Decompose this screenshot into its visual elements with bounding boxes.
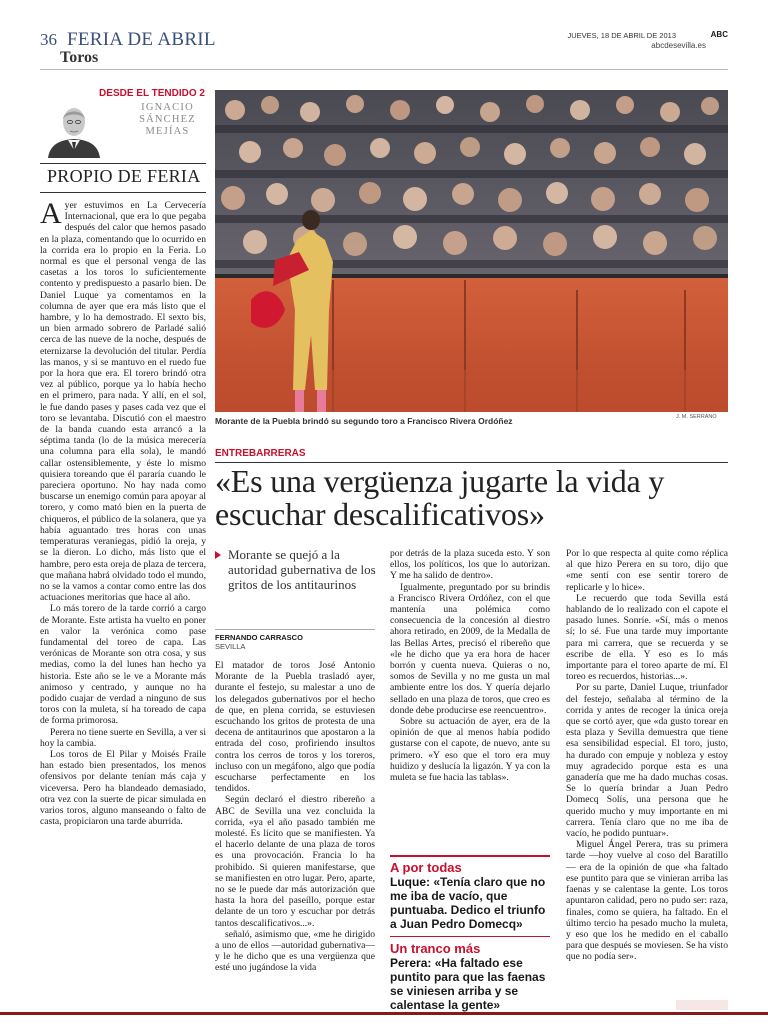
story-byline: FERNANDO CARRASCO	[215, 633, 303, 642]
story-paragraph: Miguel Ángel Perera, tras su primera tarde —hoy vuelve al coso del Baratillo— era de la opinión de que «ha faltado ese puntito para que se vinieran arriba las faenas y se calentase la gente. Los toros apuntaron calidad, pero no pudo ser: raza, finales, como se quiera, ha faltado. En el último tercio ha pesado mucho la muleta, y eso que los he medido en el caballo para que después se moviesen. Se ha visto que no podía ser».	[566, 839, 728, 963]
author-middle-name: SÁNCHEZ	[139, 114, 196, 125]
quote-title-luque: A por todas	[390, 860, 462, 875]
quote-title-perera: Un tranco más	[390, 941, 481, 956]
footer-rule	[0, 1012, 768, 1015]
story-paragraph: Por su parte, Daniel Luque, triunfador del festejo, señalaba al término de la corrida y antes de recoger la única oreja que se cortó ayer, que «da gusto torear en esta plaza y Sevilla demuestra que tiene esa sensibilidad especial. El toro, justo, ha durado con empuje y nobleza y estoy muy agradecido porque esta es una ganadería que me ha dado muchas cosas. Se lo quería brindar a Juan Pedro Domecq Solís, una persona que he querido mucho y muy importante en mi carrera. Tenía claro que no me iba de vacío, he podido puntuar».	[566, 682, 728, 840]
quote-luque	[390, 875, 550, 931]
story-summary: Morante se quejó a la autoridad gubernativa de los gritos de los antitaurinos	[228, 547, 376, 592]
story-paragraph: Le recuerdo que toda Sevilla está hablando de lo realizado con el capote el pasado lunes. Sonríe. «Sí, más o menos sí; lo sé. Fue una tarde muy importante para mi carrera, que se recuerda y se escribe de ella. Y eso es lo más importante para el toreo aparte de mí. El toreo es recuerdos, historias...».	[566, 592, 728, 683]
quote-box-rule	[390, 936, 550, 937]
photo-caption: Morante de la Puebla brindó su segundo toro a Francisco Rivera Ordóñez	[215, 416, 513, 426]
author-portrait	[44, 100, 104, 158]
photo-credit: J. M. SERRANO	[676, 414, 717, 420]
quote-speaker: Perera:	[390, 956, 432, 970]
column-rule-bottom	[40, 192, 206, 193]
footer-mark	[676, 1000, 728, 1010]
column-series-title: DESDE EL TENDIDO 2	[99, 88, 205, 99]
column-paragraph: Los toros de El Pilar y Moisés Fraile han estado bien presentados, los menos ofensivos por delante tenían más caja y viceversa. Pero ha blandeado demasiado, otra vez con la suerte de picar simulada en varios toros, alguno manseando o falto de casta, propiciaron una tarde aburrida.	[40, 748, 206, 828]
publication-name: ABC	[710, 30, 728, 39]
story-kicker: ENTREBARRERAS	[215, 448, 306, 459]
column-paragraph: Perera no tiene suerte en Sevilla, a ver si hoy la cambia.	[40, 726, 206, 749]
issue-date: JUEVES, 18 DE ABRIL DE 2013	[567, 31, 676, 40]
bullring-photo	[215, 90, 728, 412]
author-first-name: IGNACIO	[141, 102, 194, 113]
quote-box-rule	[390, 855, 550, 857]
section-title: FERIA DE ABRIL	[67, 29, 216, 50]
quote-perera	[390, 956, 550, 1012]
column-body	[40, 200, 206, 1000]
author-last-name: MEJÍAS	[145, 126, 190, 137]
story-headline: «Es una vergüenza jugarte la vida y escuchar descalificativos»	[215, 463, 665, 532]
subsection-title: Toros	[60, 49, 99, 66]
story-column-c	[566, 548, 728, 998]
story-paragraph: Igualmente, preguntado por su brindis a Francisco Rivera Ordóñez, con el que mantenía una polémica como consecuencia de la concesión al diestro ahora retirado, en 2009, de la Medalla de las Bellas Artes, precisó el ribereño que «le he dicho que ya era hora de hacer borrón y cuenta nueva. Quieras o no, somos de Sevilla y no me gusta un mal ambiente entre los dos. Y quería dejarlo sellado en una plaza de toros, que creo es donde debe producirse ese reencuentro».	[390, 581, 550, 716]
header-rule	[40, 69, 728, 70]
story-paragraph: El matador de toros José Antonio Morante de la Puebla trasladó ayer, durante el festejo, su malestar a uno de los delegados gubernativos por el hecho de que, en plena corrida, se estuviesen escuchando los gritos de protesta de una decena de antitaurinos que apostaron a la entrada del coso, profiriendo insultos contra los cerros de toros y los toreros, incluso con un megáfono, algo que podía escucharse perfectamente en los tendidos.	[215, 660, 375, 795]
story-paragraph: Sobre su actuación de ayer, era de la opinión de que al menos había podido gustarse con el capote, de nuevo, ante su primero. «Y eso que el toro era muy huidizo y deslucía la ligazón. Y ya con la muleta se fue hacia las tablas».	[390, 716, 550, 784]
column-rule-top	[40, 163, 206, 164]
story-column-a	[215, 660, 375, 990]
story-paragraph: señaló, asimismo que, «me he dirigido a uno de ellos —autoridad gubernativa— y le he dicho que es una vergüenza que esté uno jugándose la vida	[215, 928, 375, 974]
story-paragraph: Según declaró el diestro ribereño a ABC de Sevilla una vez concluida la corrida, «ya el año pasado también me molesté. Es lícito que se manifiesten. Ya el hacerlo delante de una plaza de toros es una provocación. Francia lo ha prohibido. Si quieren manifestarse, que se manifiesten en otro lugar. Pero, aparte, no se le puede dar más autorización que hasta la hora del paseíllo, porque estar delante de un toro y escuchar por detrás tantos descalificativos...».	[215, 794, 375, 929]
story-location: SEVILLA	[215, 642, 246, 651]
story-column-b	[390, 548, 550, 838]
story-paragraph: por detrás de la plaza suceda esto. Y son ellos, los políticos, los que lo autorizan. Y me ha salido de dentro».	[390, 548, 550, 582]
quote-text: «Tenía claro que no me iba de vacío, que puntuaba. Dedico el triunfo a Juan Pedro Domecq»	[390, 875, 546, 931]
quote-speaker: Luque:	[390, 875, 430, 889]
column-paragraph: Lo más torero de la tarde corrió a cargo de Morante. Este artista ha vuelto en poner en valor la verónica como pase fundamental del toreo de capa. Las verónicas de Morante son otra cosa, y sus medias, como la del lunes han hecho ya historia. Este año se le ve a Morante más animoso y centrado, y aunque no ha podido cuajar de verdad a ninguno de sus toros con la muleta, sí ha toreado de capa de forma primorosa.	[40, 603, 206, 727]
page-number: 36	[40, 30, 57, 49]
quote-text: «Ha faltado ese puntito para que las faenas se viniesen arriba y se calentase la gente»	[390, 956, 546, 1012]
column-author	[130, 102, 205, 138]
story-paragraph: Por lo que respecta al quite como réplica al que hizo Perera en su toro, dijo que «me sentí con ese sentir torero de replicarle y lo hice».	[566, 548, 728, 593]
column-heading: PROPIO DE FERIA	[47, 166, 201, 186]
byline-rule	[215, 629, 375, 630]
dropcap: A	[40, 200, 62, 230]
column-paragraph: Ayer estuvimos en La Cervecería Internacional, que era lo que pegaba después del calor que hemos pasado en la plaza, comentando que lo ocurrido en la corrida era lo propio en la Feria. Lo normal es que el personal venga de las casetas a los toros lo suficientemente contento y predispuesto a pasarlo bien. De Daniel Luque ya comentamos en la columna de ayer que era más listo que el hambre, y lo ha demostrado. El sexto bis, un bien armado sobrero de Parladé salió cerca de las nueve de la noche, después de eternizarse la devolución del titular. Perdía las manos, y si se mantuvo en el ruedo fue por la hora que era. El torero brindó otra vez al público, porque ya lo había hecho en el primero, para nada. Y allí, en el sol, le fue dando pases y pases cada vez que el toro se levantaba. Discutió con el maestro de la banda cuando esta arrancó a la séptima tanda (lo de la música merecería una columna para ella sola), le mandó callar ostensiblemente, y éste lo mismo quisiera toreando que él pararía cuando le pareciera oportuno. No hay nada como buscarse un enemigo común para apoyar al torero, y como mató bien en la puerta de chiqueros, el público de la solanera, que ya había aguantado tres horas con unas temperaturas veraniegas, pidió la oreja, y se la dieron. Lo dicho, más listo que el hambre, pero esta oreja de plaza de tercera, que mañana habrá olvidado todo el mundo, no se la vamos a contar como entre las dos actuaciones meritorias que hace al año.	[40, 200, 206, 604]
website-link[interactable]: abcdesevilla.es	[651, 41, 706, 50]
bullet-arrow-icon	[215, 551, 221, 559]
